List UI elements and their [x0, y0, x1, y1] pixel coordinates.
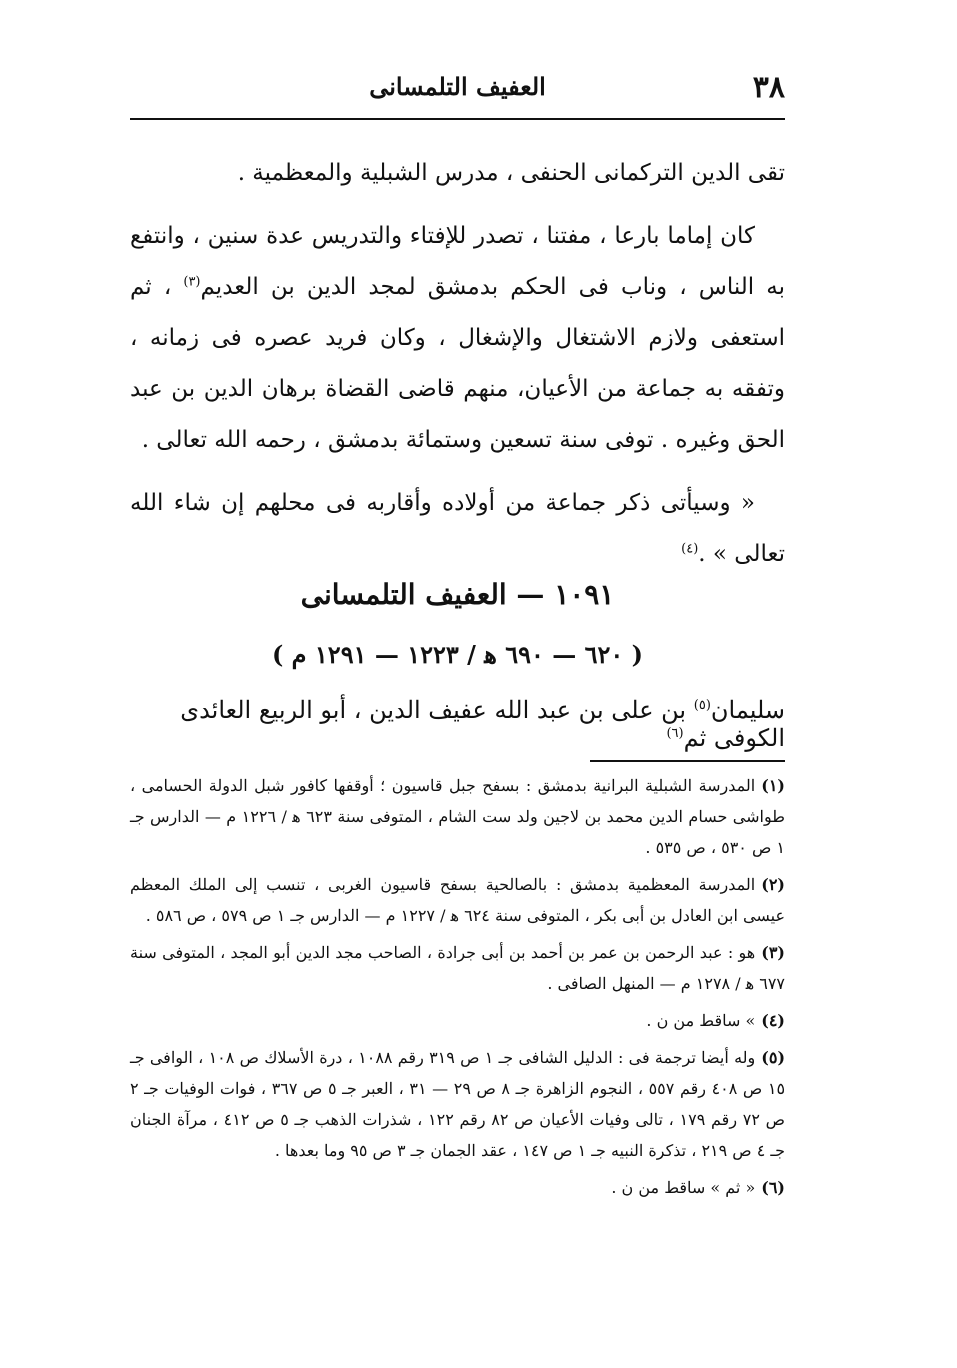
- paragraph-1-text-a: كان إماما بارعا ، مفتنا ، تصدر للإفتاء والتدريس عدة سنين ، وانتفع به الناس ، وناب فى الحكم بدمشق لمجد الدين بن العديم: [130, 223, 786, 300]
- continuation-line: [130, 148, 785, 199]
- footnote-number: (٦): [761, 1178, 785, 1197]
- entry-dates: ( ٦٢٠ — ٦٩٠ ﻫ / ١٢٢٣ — ١٢٩١ م ): [271, 640, 644, 669]
- footnote-ref-3: (٣): [183, 274, 201, 290]
- footnote-4: [130, 1005, 785, 1036]
- page-header: [130, 70, 785, 110]
- page-number: ٣٨: [752, 70, 785, 105]
- footnote-2: [130, 869, 785, 931]
- footnote-number: (٤): [761, 1011, 785, 1030]
- header-rule: [130, 118, 785, 120]
- footnote-number: (٣): [761, 943, 785, 962]
- footnote-5: [130, 1042, 785, 1166]
- paragraph-1: [130, 211, 785, 466]
- footnote-text: » ساقط من ن .: [646, 1011, 756, 1030]
- footnote-text: المدرسة المعظمية بدمشق : بالصالحية بسفح قاسيون الغربى ، تنسب إلى الملك المعظم عيسى ابن العادل بن أبى بكر ، المتوفى سنة ٦٢٤ ﻫ / ١٢٢٧ م — الدارس جـ ١ ص ٥٧٩ ، ص ٥٨٦ .: [130, 875, 785, 925]
- paragraph-1-text-b: ، ثم استعفى ولازم الاشتغال والإشغال ، وكان فريد عصره فى زمانه ، وتفقه به جماعة من الأعيان، منهم قاضى القضاة برهان الدين بن عبد الحق وغيره . توفى سنة تسعين وستمائة بدمشق ، رحمه الله تعالى .: [130, 274, 785, 453]
- main-text: [130, 148, 785, 580]
- footnote-number: (٥): [761, 1048, 786, 1067]
- footnote-ref-5: (٥): [693, 698, 711, 713]
- footnote-text: هو : عبد الرحمن بن عمر بن أحمد بن أبى جرادة ، الصاحب مجد الدين أبو المجد ، المتوفى سنة ٦٧٧ ﻫ / ١٢٧٨ م — المنهل الصافى .: [130, 943, 785, 993]
- paragraph-2-text: « وسيأتى ذكر جماعة من أولاده وأقاربه فى محلهم إن شاء الله تعالى » .: [130, 490, 785, 567]
- continuation-text: تقى الدين التركمانى الحنفى ، مدرس الشبلية والمعظمية .: [237, 160, 785, 186]
- footnote-ref-4: (٤): [681, 541, 699, 557]
- footnote-number: (٢): [761, 875, 785, 894]
- entry-title: ١٠٩١ — العفيف التلمسانى: [300, 578, 615, 611]
- footnotes: [130, 770, 785, 1209]
- footnote-ref-6: (٦): [666, 726, 684, 741]
- entry-first-line: [130, 696, 785, 752]
- footnote-text: وله أيضا ترجمة فى : الدليل الشافى جـ ١ ص ٣١٩ رقم ١٠٨٨ ، درة الأسلاك ص ١٠٨ ، الوافى جـ ١٥ ص ٤٠٨ رقم ٥٥٧ ، النجوم الزاهرة جـ ٨ ص ٢٩ — ٣١ ، العبر جـ ٥ ص ٣٦٧ ، فوات الوفيات جـ ٢ ص ٧٢ رقم ١٧٩ ، تالى وفيات الأعيان ص ٨٢ رقم ١٢٢ ، شذرات الذهب جـ ٥ ص ٤١٢ ، مرآة الجنان جـ ٤ ص ٢١٩ ، تذكرة النبيه جـ ١ ص ١٤٧ ، عقد الجمان جـ ٣ ص ٩٥ وما بعدها .: [130, 1048, 786, 1160]
- footnote-3: [130, 937, 785, 999]
- paragraph-2: [130, 478, 785, 580]
- running-title: العفيف التلمسانى: [369, 72, 546, 101]
- footnote-1: [130, 770, 785, 863]
- footnote-number: (١): [761, 776, 785, 795]
- footnote-6: [130, 1172, 785, 1203]
- entry-name: سليمان: [710, 696, 785, 724]
- footnote-text: « ثم » ساقط من ن .: [611, 1178, 756, 1197]
- footnote-text: المدرسة الشبلية البرانية بدمشق : بسفح جبل قاسيون ؛ أوقفها كافور شبل الدولة الحسامى ، طواشى حسام الدين محمد بن لاجين ولد ست الشام ، المتوفى سنة ٦٢٣ ﻫ / ١٢٢٦ م — الدارس جـ ١ ص ٥٣٠ ، ص ٥٣٥ .: [130, 776, 785, 857]
- entry-line-text: بن على بن عبد الله عفيف الدين ، أبو الربيع العائدى الكوفى ثم: [180, 696, 785, 752]
- footnote-rule: [590, 760, 785, 762]
